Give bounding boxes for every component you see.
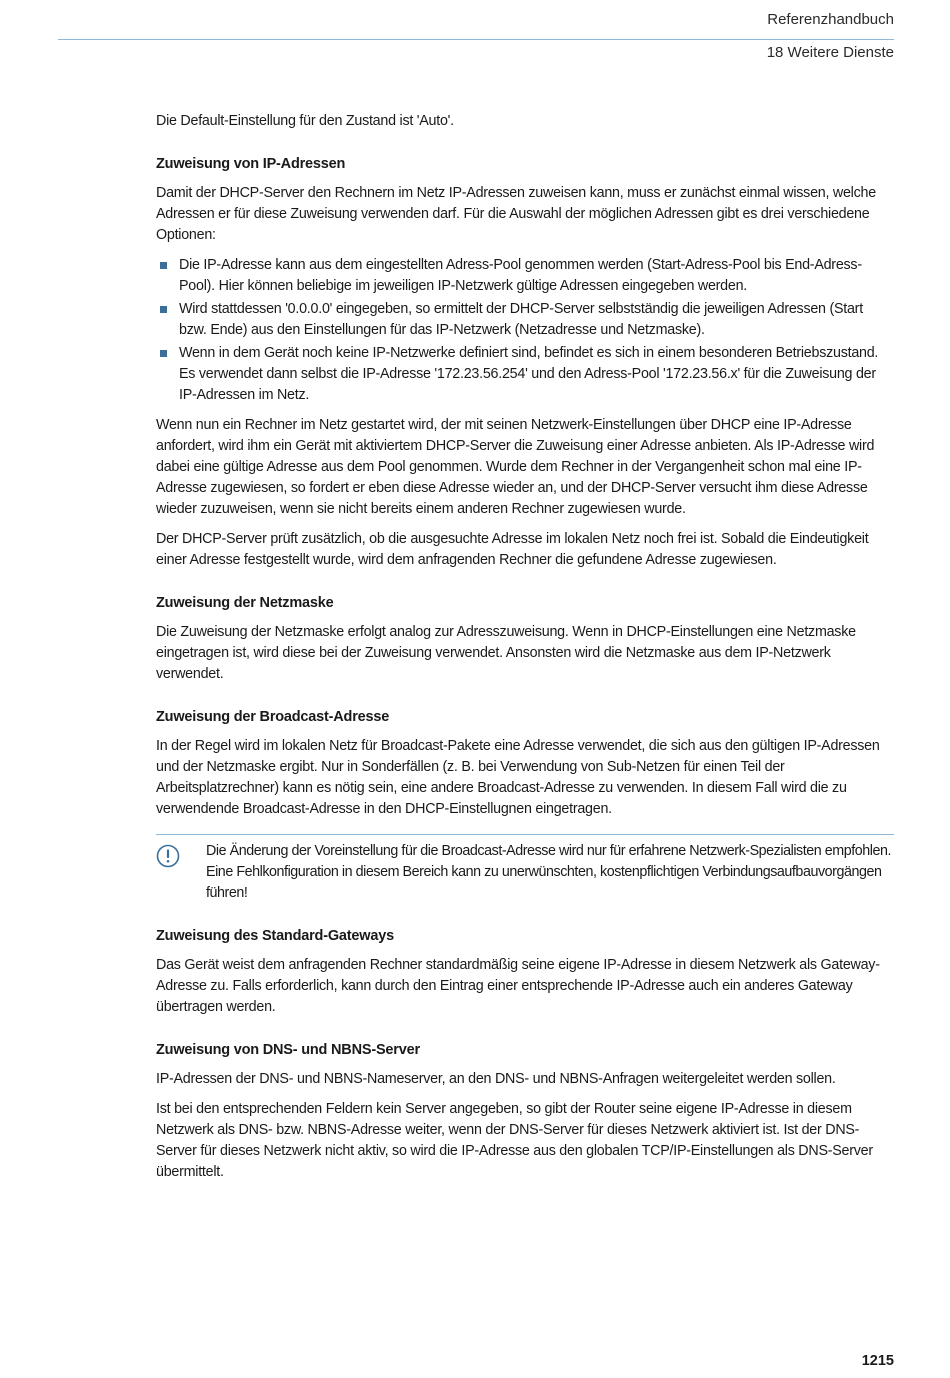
heading-netmask: Zuweisung der Netzmaske [156, 595, 334, 611]
list-item [156, 255, 894, 297]
list-item-text: Wird stattdessen '0.0.0.0' eingegeben, so ermittelt der DHCP-Server selbstständig die jeweiligen Adressen (Start bzw. Ende) aus den Einstellungen für das IP-Netzwerk (Netzadresse und Netzmaske). [179, 301, 863, 338]
bullet-square-icon [160, 262, 167, 269]
heading-gateway: Zuweisung des Standard-Gateways [156, 928, 394, 944]
note-box [156, 834, 894, 904]
list-item [156, 299, 894, 341]
page-content [156, 111, 894, 1192]
heading-dns: Zuweisung von DNS- und NBNS-Server [156, 1042, 420, 1058]
ip-paragraph-2: Wenn nun ein Rechner im Netz gestartet wird, der mit seinen Netzwerk-Einstellungen über DHCP eine IP-Adresse anfordert, wird ihm ein Gerät mit aktiviertem DHCP-Server die Zuweisung einer Adresse anbieten. Als IP-Adresse wird dabei eine gültige Adresse aus dem Pool genommen. Wurde dem Rechner in der Vergangenheit schon mal eine IP-Adresse zugewiesen, so fordert er eben diese Adresse wieder an, und der DHCP-Server versucht ihm diese Adresse wieder zuzuweisen, wenn sie nicht bereits einem anderen Rechner zugewiesen wurde. [156, 417, 875, 517]
heading-broadcast: Zuweisung der Broadcast-Adresse [156, 709, 390, 725]
page-header [58, 0, 894, 68]
netmask-paragraph: Die Zuweisung der Netzmaske erfolgt analog zur Adresszuweisung. Wenn in DHCP-Einstellungen eine Netzmaske eingetragen ist, wird diese bei der Zuweisung verwendet. Ansonsten wird die Netzmaske aus dem IP-Netzwerk verwendet. [156, 624, 856, 682]
broadcast-paragraph: In der Regel wird im lokalen Netz für Broadcast-Pakete eine Adresse verwendet, die sich aus den gültigen IP-Adressen und der Netzmaske ergibt. Nur in Sonderfällen (z. B. bei Verwendung von Sub-Netzen für einen Teil der Arbeitsplatzrechner) kann es nötig sein, eine andere Broadcast-Adresse zu verwenden. In diesem Fall wird die zu verwendende Broadcast-Adresse in den DHCP-Einstellugnen eingetragen. [156, 738, 880, 817]
page-number: 1215 [861, 1353, 894, 1369]
heading-ip-assignment: Zuweisung von IP-Adressen [156, 156, 346, 172]
ip-paragraph-3: Der DHCP-Server prüft zusätzlich, ob die ausgesuchte Adresse im lokalen Netz noch frei ist. Sobald die Eindeutigkeit einer Adresse festgestellt wurde, wird dem anfragenden Rechner die gefundene Adresse zugewiesen. [156, 531, 869, 568]
bullet-square-icon [160, 350, 167, 357]
bullet-square-icon [160, 306, 167, 313]
document-title: Referenzhandbuch [767, 11, 894, 28]
dns-paragraph-1: IP-Adressen der DNS- und NBNS-Nameserver, an den DNS- und NBNS-Anfragen weitergeleitet werden sollen. [156, 1071, 836, 1087]
dns-paragraph-2: Ist bei den entsprechenden Feldern kein Server angegeben, so gibt der Router seine eigene IP-Adresse in diesem Netzwerk als DNS- bzw. NBNS-Adresse weiter, wenn der DNS-Server für dieses Netzwerk aktiviert ist. Ist der DNS-Server für dieses Netzwerk nicht aktiv, so wird die IP-Adresse aus den globalen TCP/IP-Einstellungen als DNS-Server übermittelt. [156, 1101, 873, 1180]
gateway-paragraph: Das Gerät weist dem anfragenden Rechner standardmäßig seine eigene IP-Adresse in diesem Netzwerk als Gateway-Adresse zu. Falls erforderlich, kann durch den Eintrag einer entsprechende IP-Adresse auch ein anderes Gateway übertragen werden. [156, 957, 880, 1015]
header-rule [58, 39, 894, 40]
intro-paragraph: Die Default-Einstellung für den Zustand ist 'Auto'. [156, 113, 454, 129]
list-item [156, 343, 894, 406]
ip-options-list [156, 255, 894, 406]
chapter-title: 18 Weitere Dienste [766, 44, 894, 61]
ip-paragraph-1: Damit der DHCP-Server den Rechnern im Netz IP-Adressen zuweisen kann, muss er zunächst einmal wissen, welche Adressen er für diese Zuweisung verwenden darf. Für die Auswahl der möglichen Adressen gibt es drei verschiedene Optionen: [156, 185, 876, 243]
note-text: Die Änderung der Voreinstellung für die Broadcast-Adresse wird nur für erfahrene Netzwerk-Spezialisten empfohlen. Eine Fehlkonfiguration in diesem Bereich kann zu unerwünschten, kostenpflichtigen Verbindungsaufbauvorgängen führen! [206, 843, 892, 901]
exclamation-circle-icon [156, 844, 180, 868]
list-item-text: Wenn in dem Gerät noch keine IP-Netzwerke definiert sind, befindet es sich in einem besonderen Betriebszustand. Es verwendet dann selbst die IP-Adresse '172.23.56.254' und den Adress-Pool '172.23.56.x' für die Zuweisung der IP-Adressen im Netz. [179, 345, 879, 403]
list-item-text: Die IP-Adresse kann aus dem eingestellten Adress-Pool genommen werden (Start-Adress-Pool bis End-Adress-Pool). Hier können beliebige im jeweiligen IP-Netzwerk gültige Adressen eingegeben werden. [179, 257, 862, 294]
